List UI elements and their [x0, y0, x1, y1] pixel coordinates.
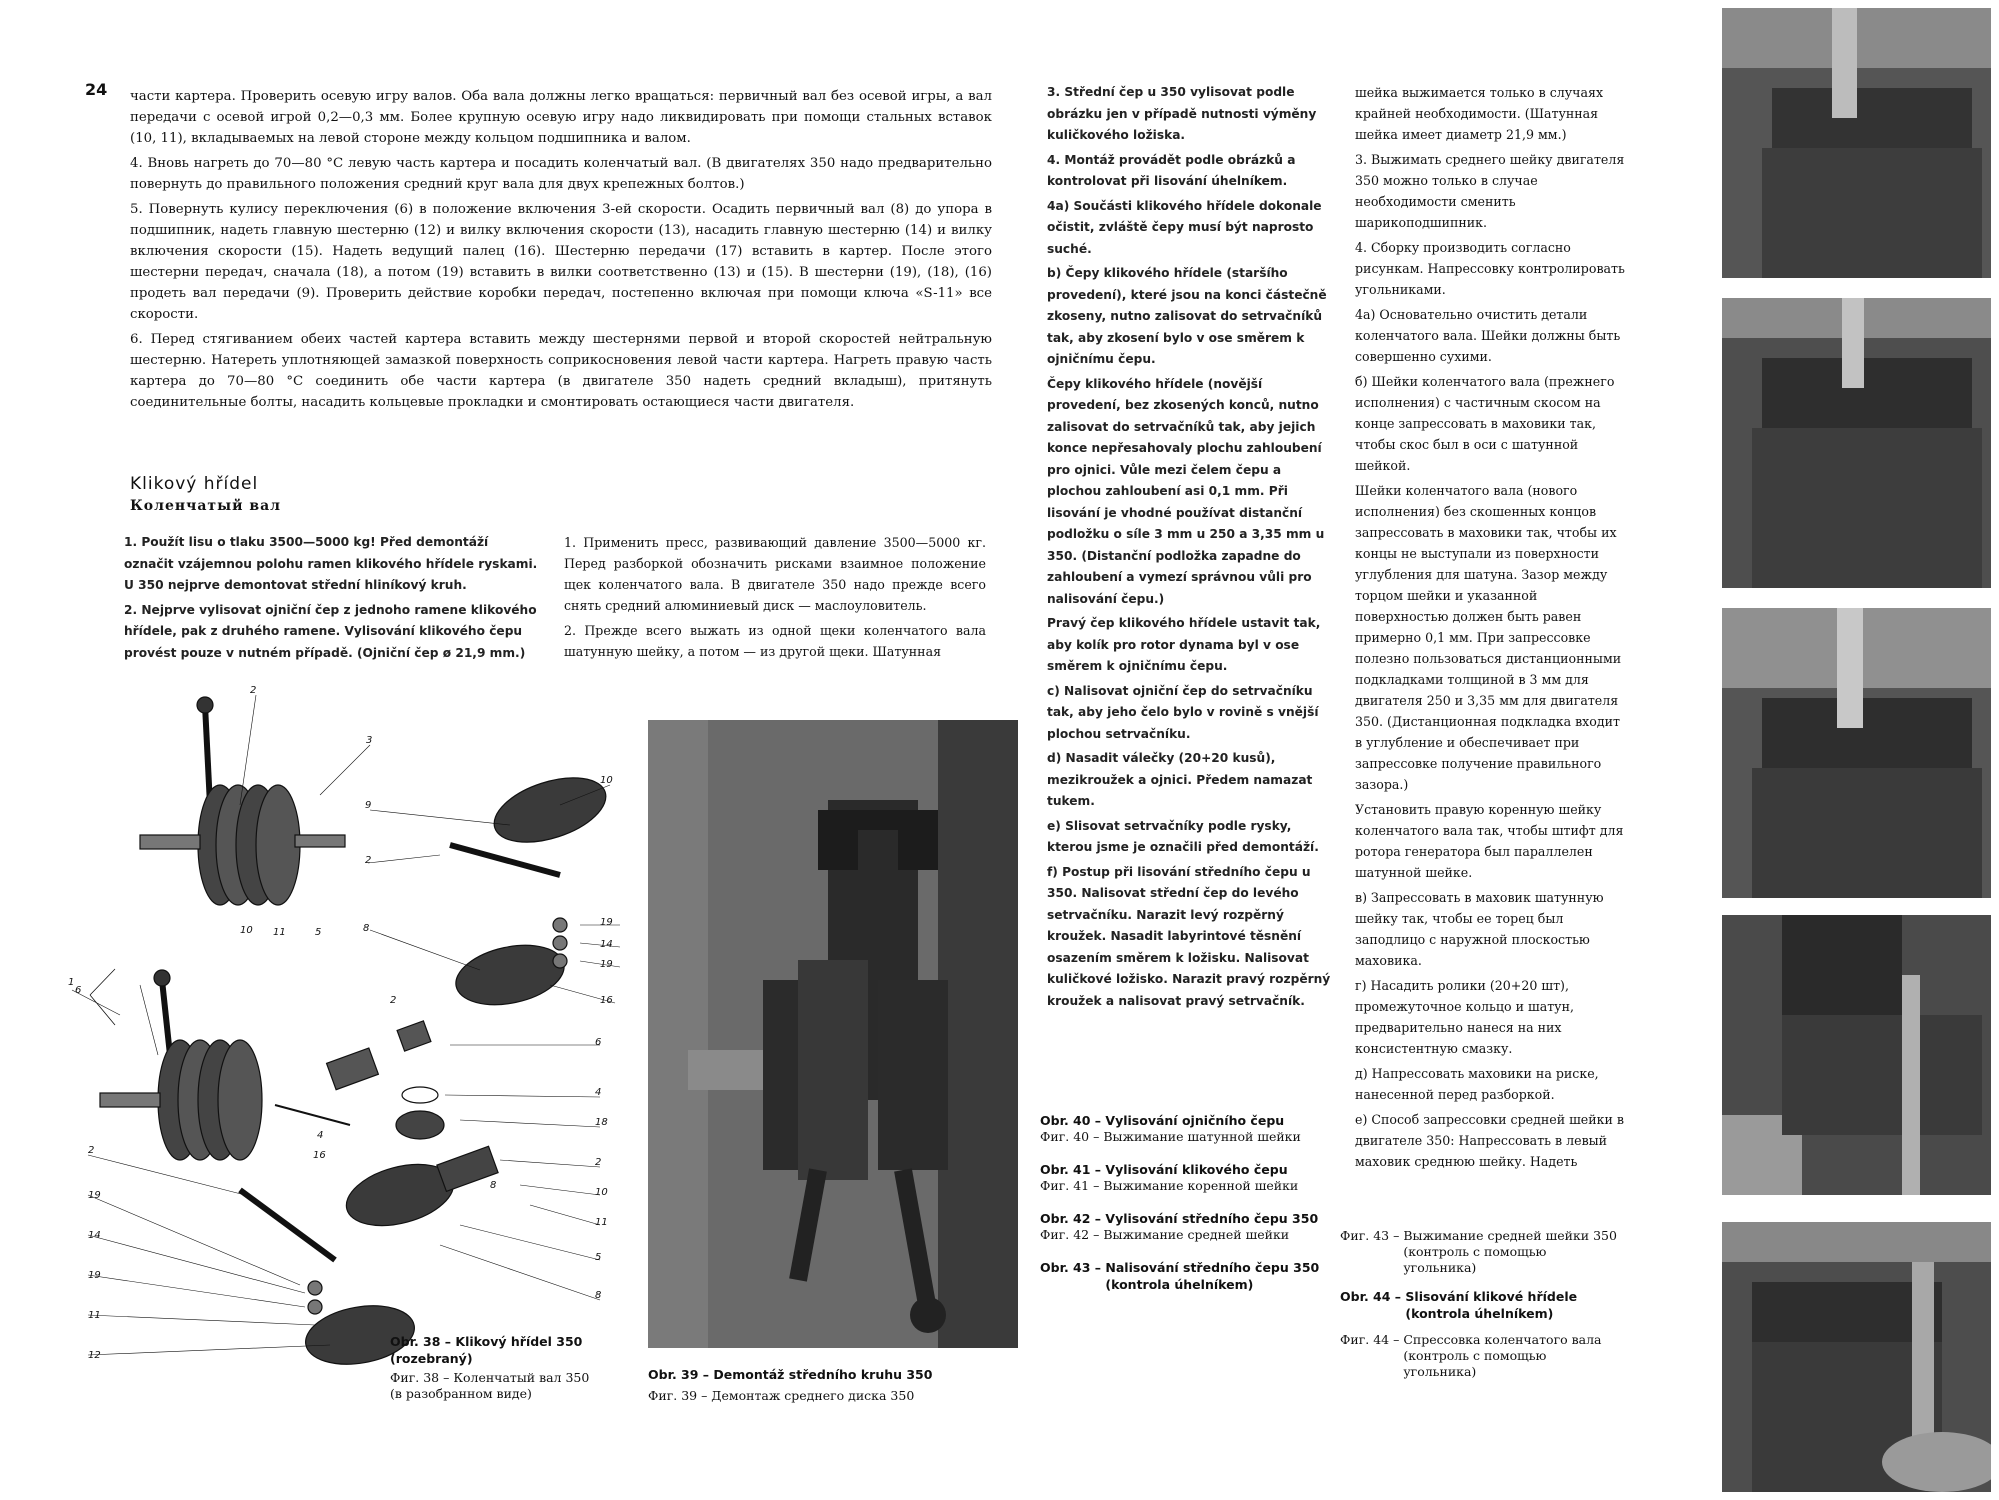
diagram-label: 18 [595, 1117, 608, 1128]
ru-paragraph: г) Насадить ролики (20+20 шт), промежуточное кольцо и шатун, предварительно нанеся на них консистентную смазку. [1355, 978, 1574, 1056]
figure-38-caption [390, 1333, 605, 1402]
diagram-label: 4 [595, 1087, 602, 1098]
cz-paragraph: d) Nasadit válečky (20+20 kusů), mezikroužek a ojnici. Předem namazat tukem. [1047, 751, 1313, 808]
ru-paragraph: Установить правую коренную шейку коленчатого вала так, чтобы штифт для ротора генератора был параллелен шатунной шейке. [1355, 802, 1624, 880]
figure-39-caption [648, 1366, 1028, 1404]
photo-svg [648, 720, 1018, 1348]
photo-svg [1722, 1222, 1991, 1492]
ru-paragraph: 4. Сборку производить согласно рисункам. Напрессовку контролировать угольниками. [1355, 240, 1625, 297]
cz-paragraph: f) Postup při lisování středního čepu u 350. Nalisovat střední čep do levého setrvačníku. Narazit levý rozpěrný kroužek. Nasadit labyrintové těsnění osazením směrem k ložisku. Nalisovat kuličkové ložisko. Narazit pravý rozpěrný kroužek a nalisovat pravý setrvačník. [1047, 864, 1331, 1008]
ru-paragraph: 4а) Основательно очистить детали коленчатого вала. Шейки должны быть совершенно сухими. [1355, 307, 1621, 364]
caption-fig-44: Фиг. 44 – Спрессовка коленчатого вала (контроль с помощью угольника) [1340, 1332, 1602, 1379]
caption-fig-43: Фиг. 43 – Выжимание средней шейки 350 (контроль с помощью угольника) [1340, 1228, 1617, 1275]
ru-paragraph: б) Шейки коленчатого вала (прежнего исполнения) с частичным скосом на конце запрессовать в маховики так, чтобы скос был в оси с шатунной шейкой. [1355, 374, 1615, 473]
ru-paragraph: д) Напрессовать маховики на риске, нанесенной перед разборкой. [1355, 1066, 1599, 1102]
ru-paragraph: е) Способ запрессовки средней шейки в двигателе 350: Напрессовать в левый маховик среднюю шейку. Надеть [1355, 1112, 1625, 1169]
diagram-label: 2 [88, 1145, 95, 1156]
diagram-label: 11 [595, 1217, 608, 1228]
ru-paragraph: Шейки коленчатого вала (нового исполнения) без скошенных концов запрессовать в маховики так, чтобы их концы не выступали из поверхности углубления для шатуна. Зазор между торцом шейки и указанной поверхностью должен быть равен примерно 0,1 мм. При запрессовке полезно пользоваться дистанционными подкладками толщиной в 3 мм для двигателя 250 и 3,35 мм для двигателя 350. (Дистанционная подкладка входит в углубление и обеспечивает при запрессовке получение правильного зазора.) [1355, 483, 1622, 792]
diagram-label: 12 [88, 1350, 101, 1361]
ru-column-1 [564, 532, 986, 666]
ru-paragraph: в) Запрессовать в маховик шатунную шейку так, чтобы ее торец был заподлицо с наружной плоскостью маховика. [1355, 890, 1604, 968]
intro-paragraph: 4. Вновь нагреть до 70—80 °C левую часть картера и посадить коленчатый вал. (В двигателях 350 надо предварительно повернуть до правильного положения средний круг вала для двух крепежных болтов.) [130, 156, 992, 192]
diagram-label: 16 [600, 995, 613, 1006]
caption-label: Obr. 38 – [390, 1334, 456, 1349]
diagram-label: 8 [595, 1290, 602, 1301]
figure-41-photo [1722, 298, 1991, 588]
diagram-label: 19 [600, 917, 613, 928]
caption-43: Obr. 43 – Nalisování středního čepu 350 (kontrola úhelníkem) [1040, 1260, 1320, 1292]
cz-paragraph: 4a) Součásti klikového hřídele dokonale očistit, zvláště čepy musí být naprosto suché. [1047, 198, 1322, 256]
diagram-label: 9 [365, 800, 372, 811]
ru-paragraph: 1. Применить пресс, развивающий давление 3500—5000 кг. Перед разборкой обозначить рисками взаимное положение щек коленчатого вала. В двигателе 350 надо прежде всего снять средний алюминиевый диск — маслоуловитель. [564, 535, 986, 613]
caption-40: Obr. 40 – Vylisování ojničního čepu Фиг. 40 – Выжимание шатунной шейки [1040, 1113, 1301, 1144]
caption-text: Коленчатый вал 350 (в разобранном виде) [390, 1370, 590, 1401]
diagram-label: 6 [595, 1037, 602, 1048]
diagram-label: 19 [88, 1190, 101, 1201]
cz-paragraph: e) Slisovat setrvačníky podle rysky, kterou jsme je označili před demontáží. [1047, 818, 1319, 854]
diagram-label: 11 [273, 927, 286, 938]
caption-obr-44: Obr. 44 – Slisování klikové hřídele (kontrola úhelníkem) [1340, 1289, 1578, 1321]
ru-column-2 [1355, 82, 1630, 1176]
figure-42-photo [1722, 608, 1991, 898]
diagram-label: 1 [68, 977, 75, 988]
diagram-label: 2 [390, 995, 397, 1006]
photo-svg [1722, 8, 1991, 278]
diagram-label: 5 [595, 1252, 602, 1263]
section-title-cz: Klikový hřídel [130, 474, 259, 494]
photo-svg [1722, 915, 1991, 1195]
diagram-label: 19 [600, 959, 613, 970]
figure-43-photo [1722, 915, 1991, 1195]
cz-paragraph: Pravý čep klikového hřídele ustavit tak, aby kolík pro rotor dynama byl v ose směrem k ojničnímu čepu. [1047, 616, 1321, 673]
diagram-label: 6 [75, 985, 82, 996]
caption-text: Klikový hřídel 350 (rozebraný) [390, 1334, 583, 1366]
intro-paragraph: 6. Перед стягиванием обеих частей картера вставить между шестернями первой и второй скоростей нейтральную шестерню. Натереть уплотняющей замазкой поверхность соприкосновения левой части картера. Нагреть правую часть картера до 70—80 °C соединить обе части картера (в двигателе 350 надеть средний вкладыш), притянуть соединительные болты, насадить кольцевые прокладки и смонтировать остающиеся части двигателя. [130, 332, 992, 410]
caption-label: Фиг. 38 – [390, 1370, 454, 1385]
diagram-label: 8 [490, 1180, 497, 1191]
photo-svg [1722, 608, 1991, 898]
cz-paragraph: b) Čepy klikového hřídele (staršího provedení), které jsou na konci částečně zkoseny, nutno zalisovat do setrvačníků tak, aby zkosení bylo v ose směrem k ojničnímu čepu. [1047, 266, 1327, 366]
diagram-label: 2 [595, 1157, 602, 1168]
cz-paragraph: 3. Střední čep u 350 vylisovat podle obrázku jen v případě nutnosti výměny kuličkového ložiska. [1047, 85, 1317, 142]
diagram-label: 14 [88, 1230, 101, 1241]
cz-paragraph: 4. Montáž provádět podle obrázků a kontrolovat při lisování úhelníkem. [1047, 152, 1296, 188]
section-title-ru: Коленчатый вал [130, 498, 282, 514]
figure-44-photo [1722, 1222, 1991, 1492]
ru-paragraph: 2. Прежде всего выжать из одной щеки коленчатого вала шатунную шейку, а потом — из другой щеки. Шатунная [564, 623, 986, 659]
diagram-label: 16 [313, 1150, 326, 1161]
crankshaft-exploded-diagram [60, 685, 620, 1385]
diagram-label: 10 [240, 925, 253, 936]
diagram-label: 11 [88, 1310, 101, 1321]
caption-41: Obr. 41 – Vylisování klikového čepu Фиг. 41 – Выжимание коренной шейки [1040, 1162, 1299, 1193]
caption-ru: Фиг. 39 – Демонтаж среднего диска 350 [648, 1388, 915, 1403]
captions-middle [1040, 1112, 1340, 1293]
cz-column-2 [1047, 82, 1334, 1015]
diagram-label: 4 [317, 1130, 324, 1141]
captions-right [1340, 1228, 1620, 1380]
diagram-label: 19 [88, 1270, 101, 1281]
cz-column-1 [124, 532, 542, 667]
cz-paragraph: 1. Použít lisu o tlaku 3500—5000 kg! Před demontáží označit vzájemnou polohu ramen klikového hřídele ryskami. U 350 nejprve demontovat střední hliníkový kruh. [124, 535, 538, 592]
diagram-label: 8 [363, 923, 370, 934]
figure-39-photo [648, 720, 1018, 1348]
cz-paragraph: 2. Nejprve vylisovat ojniční čep z jednoho ramene klikového hřídele, pak z druhého ramene. Vylisování klikového čepu provést pouze v nutném případě. (Ojniční čep ø 21,9 mm.) [124, 602, 537, 660]
cz-paragraph: c) Nalisovat ojniční čep do setrvačníku tak, aby jeho čelo bylo v rovině s vnější plochou setrvačníku. [1047, 683, 1319, 741]
diagram-label: 5 [315, 927, 322, 938]
ru-paragraph: 3. Выжимать среднего шейку двигателя 350 можно только в случае необходимости сменить шарикоподшипник. [1355, 152, 1625, 230]
diagram-label: 2 [365, 855, 372, 866]
page-number: 24 [85, 80, 108, 99]
ru-paragraph: шейка выжимается только в случаях крайней необходимости. (Шатунная шейка имеет диаметр 21,9 мм.) [1355, 85, 1604, 142]
caption-42: Obr. 42 – Vylisování středního čepu 350 Фиг. 42 – Выжимание средней шейки [1040, 1211, 1319, 1242]
diagram-label: 3 [366, 735, 373, 746]
intro-paragraph: части картера. Проверить осевую игру валов. Оба вала должны легко вращаться: первичный вал без осевой игры, а вал передачи с осевой игрой 0,2—0,3 мм. Более крупную осевую игру надо ликвидировать при помощи стальных вставок (10, 11), вкладываемых на левой стороне между кольцом подшипника и валом. [130, 89, 992, 146]
intro-paragraph: 5. Повернуть кулису переключения (6) в положение включения 3-ей скорости. Осадить первичный вал (8) до упора в подшипник, надеть главную шестерню (12) и вилку включения скорости (13), насадить главную шестерню (14) и вилку включения скорости (15). Надеть ведущий палец (16). Шестерню передачи (17) вставить в картер. После этого шестерни передач, сначала (18), а потом (19) вставить в вилки соответственно (13) и (15). В шестерни (19), (18), (16) продеть вал передачи (9). Проверить действие коробки передач, постепенно включая при помощи ключа «S-11» все скорости. [130, 202, 992, 322]
diagram-label: 10 [595, 1187, 608, 1198]
figure-40-photo [1722, 8, 1991, 278]
caption-cz: Obr. 39 – Demontáž středního kruhu 350 [648, 1367, 933, 1382]
intro-text [130, 86, 992, 417]
diagram-label: 2 [250, 685, 257, 696]
cz-paragraph: Čepy klikového hřídele (novější provedení, bez zkosených konců, nutno zalisovat do setrvačníků tak, aby jejich konce nepřesahovaly plochu zahloubení pro ojnici. Vůle mezi čelem čepu a plochou zahloubení asi 0,1 mm. Při lisování je vhodné používat distanční podložku o síle 3 mm u 250 a 3,35 mm u 350. (Distanční podložka zapadne do zahloubení a vymezí správnou vůli pro nalisování čepu.) [1047, 376, 1325, 606]
diagram-label: 10 [600, 775, 613, 786]
photo-svg [1722, 298, 1991, 588]
diagram-svg [60, 685, 620, 1385]
diagram-label: 14 [600, 939, 613, 950]
